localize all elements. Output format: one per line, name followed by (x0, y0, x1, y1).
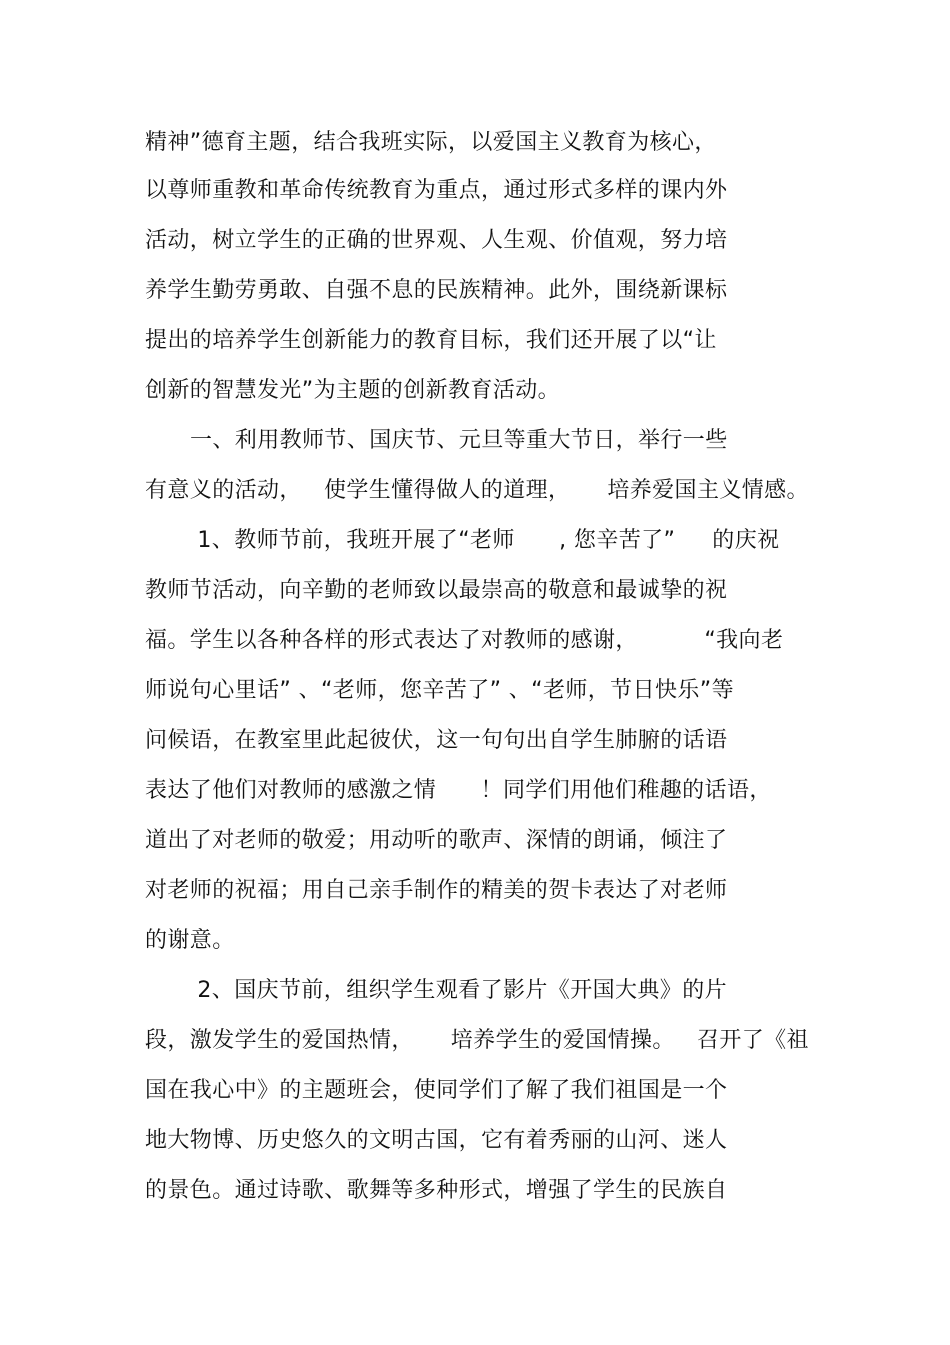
text-line: 提出的培养学生创新能力的教育目标，我们还开展了以“让 (145, 328, 717, 353)
text-line: 道出了对老师的敬爱；用动听的歌声、深情的朗诵，倾注了 (145, 828, 728, 853)
text-line: 精神”德育主题，结合我班实际，以爱国主义教育为核心， (145, 130, 717, 155)
text-line: 师说句心里话” 、“老师，您辛苦了” 、“老师，节日快乐”等 (145, 678, 734, 703)
text-line: 有意义的活动， 使学生懂得做人的道理， 培养爱国主义情感。 (145, 478, 809, 503)
text-line: 问候语，在教室里此起彼伏，这一句句出自学生肺腑的话语 (145, 728, 728, 753)
text-line: 段，激发学生的爱国热情， 培养学生的爱国情操。 召开了《祖 (145, 1028, 809, 1053)
text-line: 对老师的祝福；用自己亲手制作的精美的贺卡表达了对老师 (145, 878, 728, 903)
text-line: 的谢意。 (145, 928, 235, 953)
text-line: 国在我心中》的主题班会，使同学们了解了我们祖国是一个 (145, 1078, 728, 1103)
text-line: 养学生勤劳勇敢、自强不息的民族精神。此外，围绕新课标 (145, 278, 728, 303)
text-line: 以尊师重教和革命传统教育为重点，通过形式多样的课内外 (145, 178, 728, 203)
text-line: 的景色。通过诗歌、歌舞等多种形式，增强了学生的民族自 (145, 1178, 728, 1203)
paragraph-start-line: 1、教师节前，我班开展了“老师 , 您辛苦了” 的庆祝 (190, 528, 780, 553)
text-line: 创新的智慧发光”为主题的创新教育活动。 (145, 378, 560, 403)
text-line: 教师节活动，向辛勤的老师致以最崇高的敬意和最诚挚的祝 (145, 578, 728, 603)
paragraph-start-line: 2、国庆节前，组织学生观看了影片《开国大典》的片 (190, 978, 727, 1003)
section-heading-line: 一、利用教师节、国庆节、元旦等重大节日，举行一些 (190, 428, 728, 453)
text-line: 活动，树立学生的正确的世界观、人生观、价值观，努力培 (145, 228, 728, 253)
text-line: 表达了他们对教师的感激之情 ！同学们用他们稚趣的话语， (145, 778, 772, 803)
text-line: 地大物博、历史悠久的文明古国，它有着秀丽的山河、迷人 (145, 1128, 728, 1153)
text-line: 福。学生以各种各样的形式表达了对教师的感谢， “我向老 (145, 628, 784, 653)
